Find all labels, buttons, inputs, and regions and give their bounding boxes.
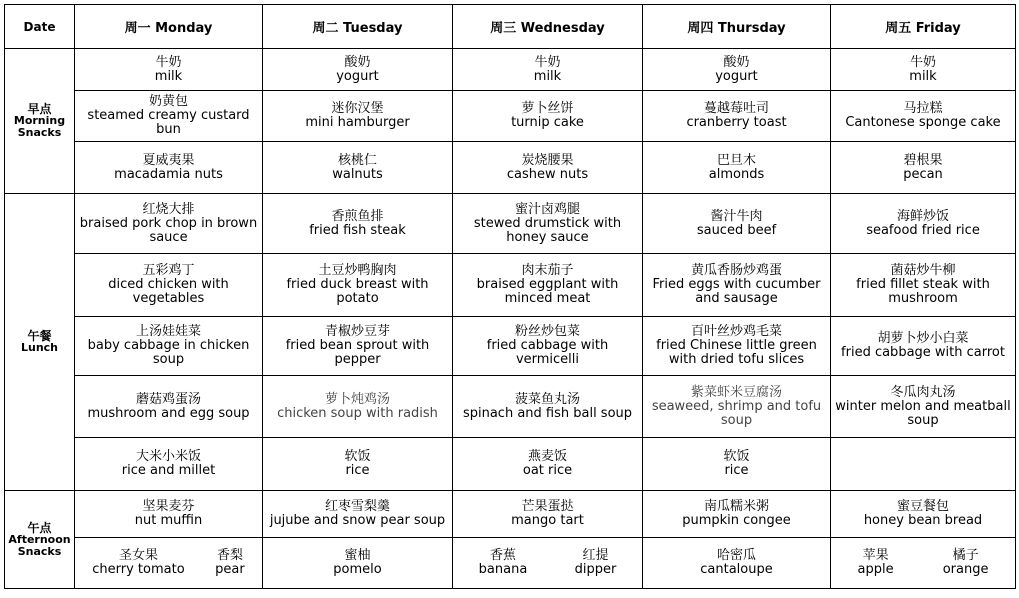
section-label-cn: 午餐 (27, 329, 52, 343)
menu-cell (263, 49, 453, 91)
menu-cell (643, 142, 831, 194)
section-label-afternoon (5, 491, 75, 589)
dish-cn: 巴旦木 (716, 152, 756, 168)
dish-cn: 夏威夷果 (142, 152, 195, 168)
dish-en: pecan (903, 166, 943, 182)
dish-en: seafood fried rice (866, 222, 980, 238)
dish-en: baby cabbage in chicken soup (87, 338, 250, 367)
dish-cn: 香蕉 (489, 548, 516, 563)
dish-en: apple (857, 562, 894, 577)
table-row (5, 254, 1016, 317)
dish-en: jujube and snow pear soup (269, 513, 446, 528)
dish-en: cherry tomato (92, 562, 185, 577)
dish-cn: 蜜柚 (344, 548, 371, 563)
dish-en: cantaloupe (700, 562, 773, 577)
dish-en: almonds (708, 166, 765, 182)
fruit-pair (833, 549, 1013, 577)
fruit-pair (455, 549, 640, 577)
dish-en: braised eggplant with minced meat (476, 277, 619, 306)
fruit-item (92, 549, 184, 577)
menu-cell (453, 538, 643, 589)
table-row (5, 438, 1016, 491)
date-header: Date (5, 5, 75, 49)
menu-cell (263, 254, 453, 317)
dish-cn: 碧根果 (903, 152, 943, 168)
menu-cell (263, 491, 453, 538)
menu-cell (453, 254, 643, 317)
dish-cn: 上汤娃娃菜 (135, 324, 201, 339)
dish-en: rice and millet (121, 463, 216, 478)
section-label-lunch (5, 194, 75, 491)
table-row (5, 538, 1016, 589)
dish-cn: 蜜汁卤鸡腿 (514, 201, 580, 217)
menu-cell (263, 376, 453, 438)
dish-cn: 萝卜炖鸡汤 (324, 391, 390, 407)
menu-cell (263, 142, 453, 194)
menu-cell (831, 49, 1016, 91)
menu-cell (75, 91, 263, 142)
dish-en: Cantonese sponge cake (845, 115, 1001, 130)
dish-cn: 紫菜虾米豆腐汤 (690, 384, 782, 400)
dish-cn: 黄瓜香肠炒鸡蛋 (690, 263, 782, 278)
dish-en: yogurt (336, 68, 379, 84)
day-header-wednesday: 周三 Wednesday (453, 5, 643, 49)
menu-cell (643, 49, 831, 91)
dish-en: pear (215, 562, 245, 577)
dish-en: turnip cake (511, 115, 584, 130)
dish-en: stewed drumstick with honey sauce (473, 215, 622, 245)
dish-cn: 胡萝卜炒小白菜 (877, 331, 969, 346)
dish-en: milk (909, 68, 937, 84)
section-label-en: Lunch (20, 341, 59, 354)
dish-cn: 牛奶 (155, 54, 182, 70)
day-header-thursday: 周四 Thursday (643, 5, 831, 49)
menu-cell (453, 142, 643, 194)
dish-cn: 红烧大排 (142, 201, 195, 217)
dish-en: fried cabbage with carrot (841, 345, 1005, 360)
menu-cell (831, 142, 1016, 194)
menu-cell (75, 49, 263, 91)
menu-cell-empty (831, 438, 1016, 491)
menu-cell (75, 491, 263, 538)
dish-cn: 软饭 (344, 449, 371, 464)
dish-cn: 菠菜鱼丸汤 (514, 391, 580, 407)
dish-cn: 肉末茄子 (521, 263, 574, 278)
menu-cell (263, 194, 453, 254)
dish-en: sauced beef (696, 222, 777, 238)
dish-en: oat rice (522, 463, 573, 478)
section-label-cn: 早点 (27, 102, 52, 116)
menu-cell (453, 91, 643, 142)
menu-cell (831, 91, 1016, 142)
dish-cn: 粉丝炒包菜 (514, 324, 580, 339)
dish-en: steamed creamy custard bun (87, 108, 250, 137)
dish-cn: 橘子 (952, 548, 979, 563)
dish-en: macadamia nuts (114, 166, 223, 182)
dish-cn: 奶黄包 (148, 94, 188, 109)
dish-en: pomelo (333, 562, 382, 577)
menu-cell (263, 438, 453, 491)
section-label-cn: 午点 (27, 520, 52, 535)
section-label-en: Afternoon Snacks (8, 532, 71, 558)
dish-en: honey bean bread (863, 513, 983, 528)
dish-en: diced chicken with vegetables (108, 277, 229, 306)
dish-cn: 蜜豆餐包 (896, 499, 949, 514)
dish-cn: 红枣雪梨羹 (324, 499, 390, 514)
dish-en: mango tart (511, 513, 584, 528)
dish-en: mini hamburger (305, 115, 410, 130)
dish-cn: 香煎鱼排 (331, 208, 384, 224)
day-header-friday: 周五 Friday (831, 5, 1016, 49)
menu-cell (75, 317, 263, 376)
fruit-pair (77, 549, 260, 577)
menu-cell (75, 254, 263, 317)
menu-cell (453, 376, 643, 438)
dish-cn: 坚果麦芬 (142, 499, 195, 514)
dish-en: walnuts (332, 166, 383, 182)
dish-cn: 土豆炒鸭胸肉 (318, 263, 397, 278)
weekly-menu-table (4, 4, 1016, 589)
dish-cn: 酸奶 (723, 54, 750, 70)
dish-cn: 哈密瓜 (716, 548, 756, 563)
day-header-tuesday: 周二 Tuesday (263, 5, 453, 49)
dish-cn: 迷你汉堡 (331, 101, 384, 116)
dish-en: milk (154, 68, 183, 84)
day-header-monday: 周一 Monday (75, 5, 263, 49)
menu-cell (831, 538, 1016, 589)
fruit-item (858, 549, 894, 577)
dish-cn: 蔓越莓吐司 (703, 101, 769, 116)
menu-cell (453, 194, 643, 254)
dish-cn: 红提 (582, 548, 609, 563)
menu-cell (831, 317, 1016, 376)
dish-cn: 牛奶 (909, 54, 936, 70)
menu-cell (643, 254, 831, 317)
menu-cell (831, 194, 1016, 254)
dish-cn: 马拉糕 (903, 101, 943, 116)
section-label-en: Morning Snacks (13, 114, 66, 139)
table-row (5, 194, 1016, 254)
dish-cn: 燕麦饭 (527, 449, 567, 464)
dish-cn: 蘑菇鸡蛋汤 (135, 391, 201, 407)
table-row (5, 142, 1016, 194)
dish-cn: 圣女果 (118, 548, 158, 563)
menu-cell (75, 538, 263, 589)
dish-en: pumpkin congee (682, 513, 791, 528)
menu-cell (831, 254, 1016, 317)
dish-cn: 酱汁牛肉 (710, 208, 763, 224)
table-row (5, 91, 1016, 142)
menu-cell (453, 438, 643, 491)
dish-en: cranberry toast (686, 115, 787, 130)
dish-cn: 百叶丝炒鸡毛菜 (690, 324, 782, 339)
dish-en: mushroom and egg soup (87, 405, 250, 421)
menu-cell (75, 376, 263, 438)
dish-en: dipper (574, 562, 617, 577)
dish-en: yogurt (715, 68, 758, 84)
menu-cell (263, 91, 453, 142)
menu-cell (75, 142, 263, 194)
dish-en: banana (478, 562, 528, 577)
fruit-item (575, 549, 617, 577)
dish-cn: 香梨 (216, 548, 243, 563)
menu-cell (75, 194, 263, 254)
menu-cell (643, 491, 831, 538)
dish-en: seaweed, shrimp and tofu soup (651, 398, 822, 428)
dish-cn: 大米小米饭 (135, 449, 201, 464)
dish-en: nut muffin (134, 513, 203, 528)
section-label-morning (5, 49, 75, 194)
dish-cn: 酸奶 (344, 54, 371, 70)
menu-cell (453, 317, 643, 376)
dish-cn: 苹果 (862, 548, 889, 563)
menu-cell (453, 49, 643, 91)
dish-cn: 软饭 (723, 449, 750, 464)
fruit-item (479, 549, 528, 577)
dish-en: winter melon and meatball soup (835, 398, 1011, 428)
table-row (5, 317, 1016, 376)
menu-cell (643, 194, 831, 254)
menu-cell (263, 317, 453, 376)
menu-cell (75, 438, 263, 491)
menu-cell (643, 91, 831, 142)
dish-cn: 南瓜糯米粥 (703, 499, 769, 514)
dish-cn: 冬瓜肉丸汤 (890, 384, 956, 400)
dish-en: fried duck breast with potato (286, 277, 429, 306)
dish-en: milk (533, 68, 562, 84)
dish-en: rice (345, 463, 370, 478)
dish-en: spinach and fish ball soup (462, 405, 633, 421)
dish-en: Fried eggs with cucumber and sausage (652, 277, 821, 306)
dish-en: rice (724, 463, 749, 478)
fruit-item (943, 549, 989, 577)
menu-cell (643, 438, 831, 491)
dish-en: fried Chinese little green with dried tofu slices (656, 338, 817, 367)
dish-cn: 炭烧腰果 (521, 152, 574, 168)
menu-cell (831, 376, 1016, 438)
menu-cell (831, 491, 1016, 538)
menu-cell (453, 491, 643, 538)
menu-cell (643, 376, 831, 438)
menu-cell (643, 317, 831, 376)
dish-en: chicken soup with radish (277, 405, 438, 421)
dish-cn: 菌菇炒牛柳 (890, 263, 956, 278)
dish-cn: 芒果蛋挞 (521, 499, 574, 514)
menu-cell (263, 538, 453, 589)
table-row (5, 491, 1016, 538)
dish-cn: 青椒炒豆芽 (324, 324, 390, 339)
dish-en: fried fillet steak with mushroom (856, 277, 990, 306)
dish-cn: 萝卜丝饼 (521, 101, 574, 116)
table-row (5, 376, 1016, 438)
table-row (5, 49, 1016, 91)
dish-en: orange (942, 562, 989, 577)
menu-cell (643, 538, 831, 589)
dish-cn: 五彩鸡丁 (142, 263, 195, 278)
header-row (5, 5, 1016, 49)
dish-en: fried cabbage with vermicelli (486, 338, 609, 367)
dish-cn: 核桃仁 (337, 152, 377, 168)
dish-cn: 牛奶 (534, 54, 561, 70)
dish-en: fried fish steak (309, 222, 406, 238)
dish-cn: 海鲜炒饭 (896, 208, 949, 224)
dish-en: braised pork chop in brown sauce (79, 215, 258, 245)
dish-en: fried bean sprout with pepper (285, 338, 430, 367)
dish-en: cashew nuts (506, 166, 589, 182)
fruit-item (215, 549, 245, 577)
